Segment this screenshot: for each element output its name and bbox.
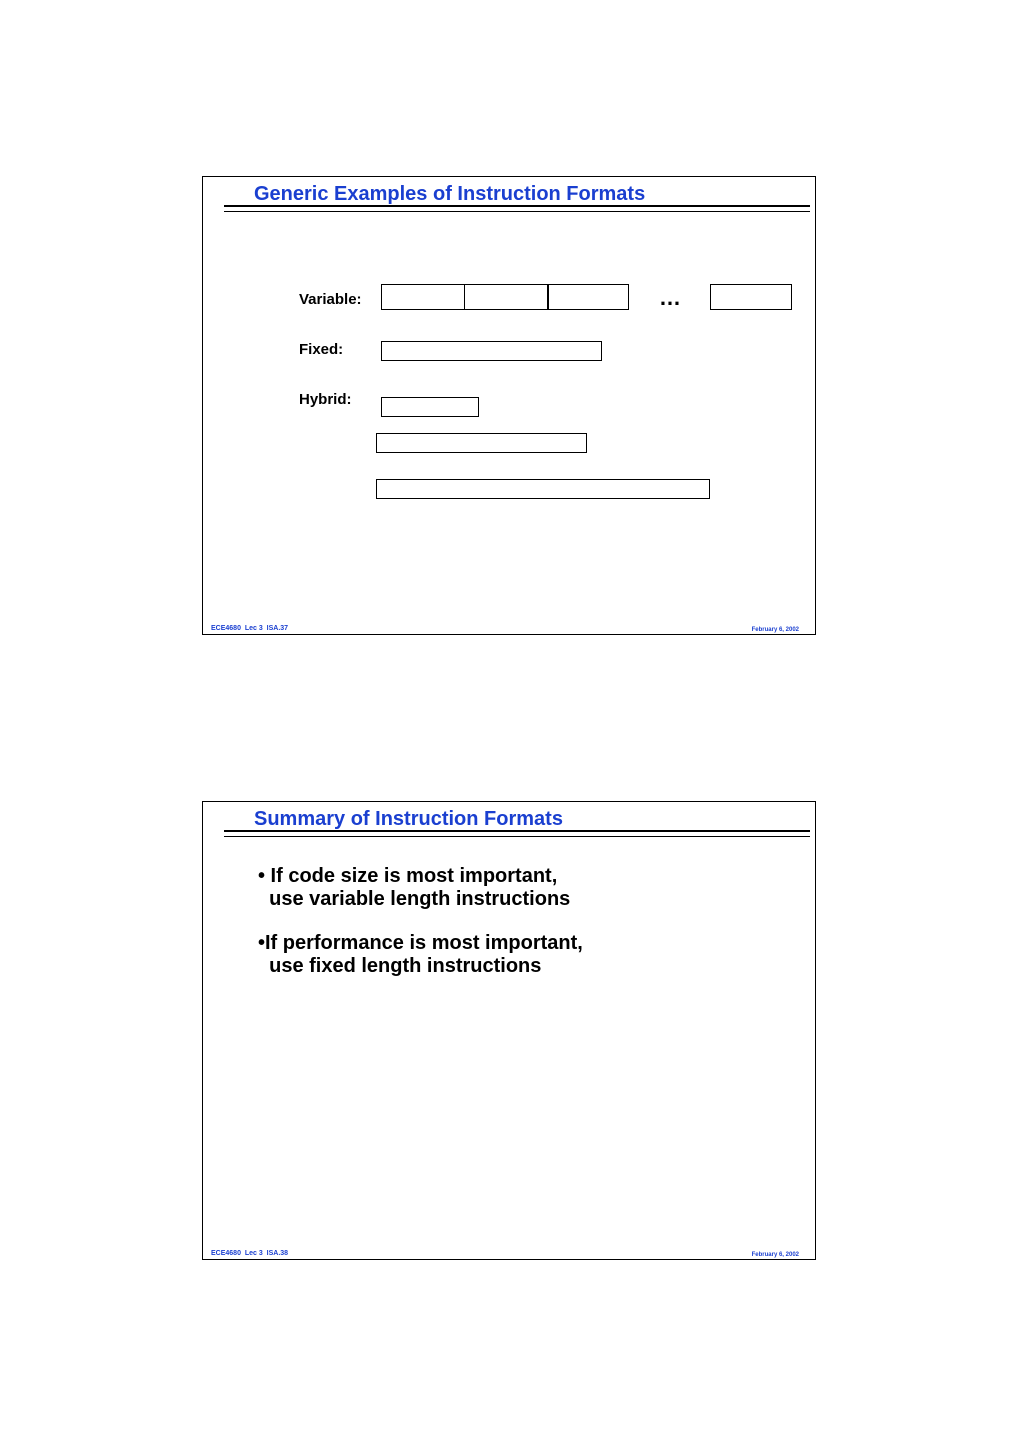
bullet-performance: •If performance is most important, use fixed length instructions [258,932,583,977]
fixed-format-label: Fixed: [299,341,344,358]
slide-title: Generic Examples of Instruction Formats [254,183,646,205]
title-underline [224,830,810,837]
bullet-code-size: • If code size is most important, use variable length instructions [258,865,571,910]
variable-field-3 [547,284,629,310]
variable-field-1 [381,284,465,310]
hybrid-format-box-short [381,397,479,417]
slide-footer-date: February 6, 2002 [751,627,799,633]
slide-isa-37 [202,176,816,635]
slide-footer-date: February 6, 2002 [751,1252,799,1258]
fixed-format-box [381,341,602,361]
slide-footer-id: ECE4680 Lec 3 ISA.38 [211,1250,289,1257]
variable-format-label: Variable: [299,291,362,308]
hybrid-format-box-medium [376,433,587,453]
slide-isa-38 [202,801,816,1260]
title-underline [224,205,810,212]
ellipsis: … [659,285,681,310]
slide-title: Summary of Instruction Formats [254,808,563,830]
variable-field-2 [464,284,548,310]
hybrid-format-box-long [376,479,710,499]
slide-footer-id: ECE4680 Lec 3 ISA.37 [211,625,289,632]
variable-field-n [710,284,792,310]
hybrid-format-label: Hybrid: [299,391,352,408]
